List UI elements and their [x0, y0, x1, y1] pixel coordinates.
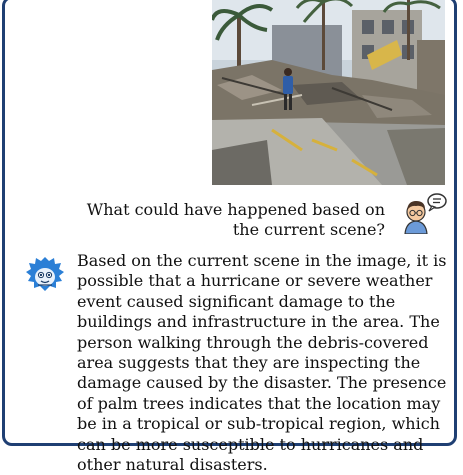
user-avatar-icon [399, 192, 447, 234]
user-message: What could have happened based on the current scene? [86, 200, 385, 239]
disaster-photo [212, 0, 445, 185]
assistant-message: Based on the current scene in the image, it is possible that a hurricane or severe weather event caused significant damage to the buildings and infrastructure in the area. The person walking through the debris-covered area suggests that they are inspecting the damage caused by the disaster. The presence of palm trees indicates that the location may be in a tropical or sub-tropical region, which can be more susceptible to hurricanes and other natural disasters. [77, 251, 447, 475]
assistant-avatar-icon [25, 254, 65, 294]
